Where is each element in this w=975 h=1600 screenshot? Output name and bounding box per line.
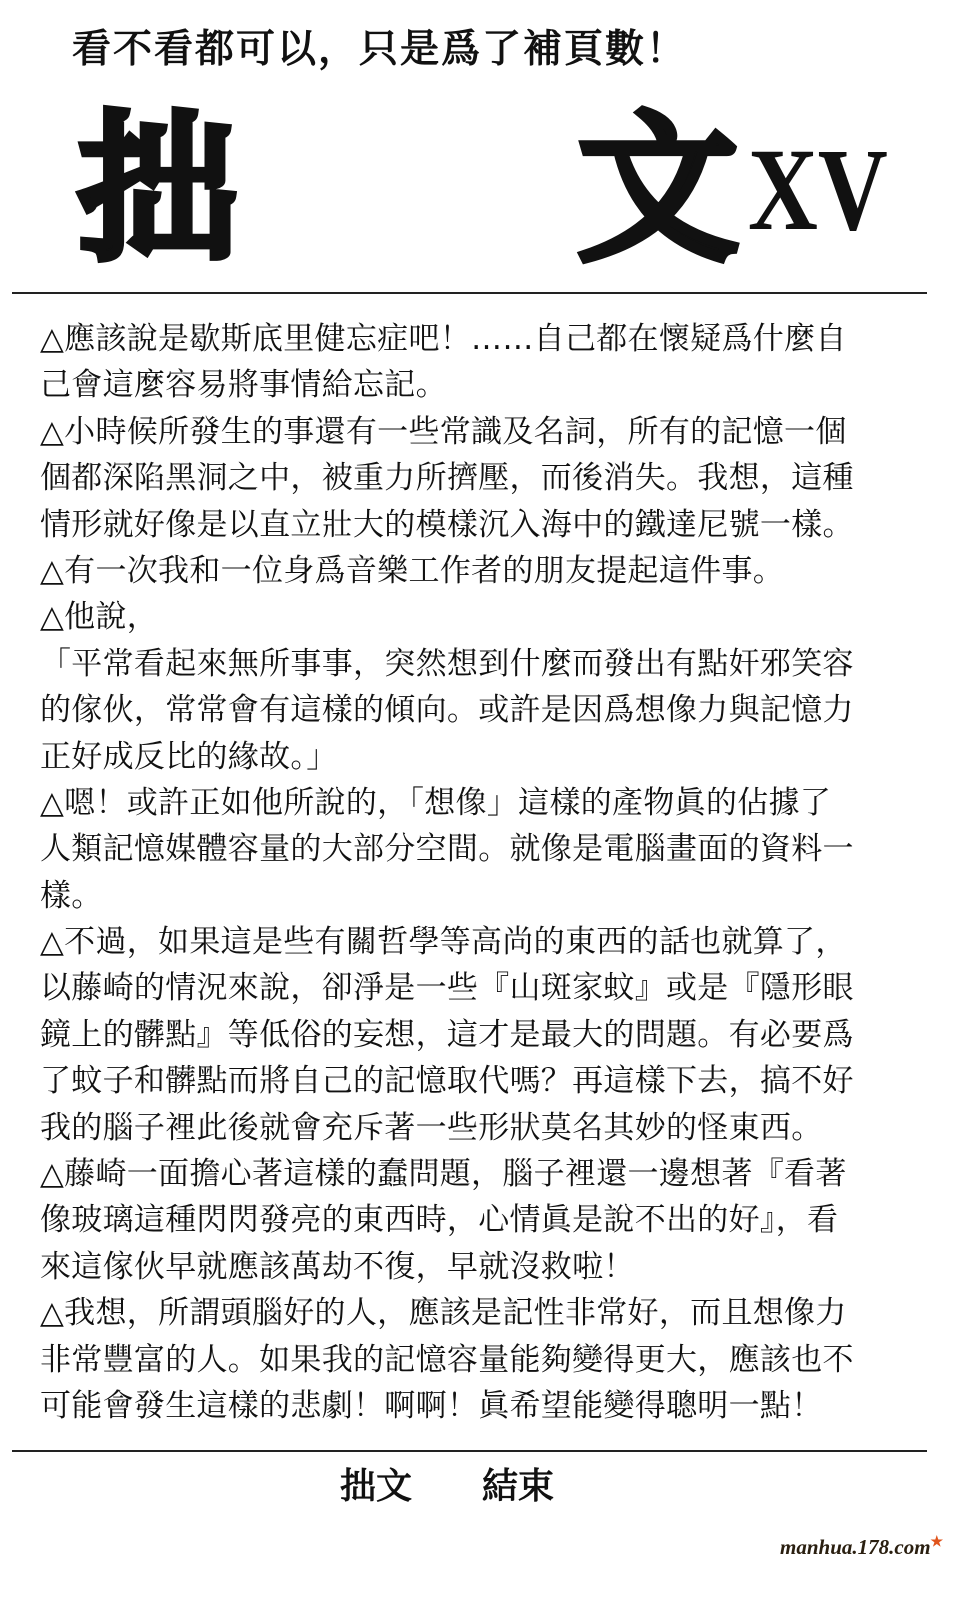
body-line: 人類記憶媒體容量的大部分空間。就像是電腦畫面的資料一 bbox=[40, 831, 854, 868]
body-line: 「平常看起來無所事事，突然想到什麼而發出有點奸邪笑容 bbox=[40, 645, 854, 682]
footer bbox=[340, 1462, 660, 1512]
watermark bbox=[780, 1532, 960, 1566]
body-line: △應該說是歇斯底里健忘症吧！……自己都在懷疑爲什麼自 bbox=[40, 321, 847, 357]
body-line: 情形就好像是以直立壯大的模樣沉入海中的鐵達尼號一樣。 bbox=[40, 506, 854, 543]
subtitle: 看不看都可以，只是爲了補頁數！ bbox=[72, 27, 688, 72]
body-line: 以藤崎的情況來說，卻淨是一些『山斑家蚊』或是『隱形眼 bbox=[40, 970, 854, 1007]
footer-left: 拙文 bbox=[340, 1466, 413, 1507]
body-line: 鏡上的髒點』等低俗的妄想，這才是最大的問題。有必要爲 bbox=[40, 1016, 854, 1053]
body-line: △藤崎一面擔心著這樣的蠢問題，腦子裡還一邊想著『看著 bbox=[40, 1156, 847, 1193]
body-line: △他說， bbox=[40, 599, 159, 636]
essay-body bbox=[40, 316, 920, 1429]
body-line: 的傢伙，常常會有這樣的傾向。或許是因爲想像力與記憶力 bbox=[40, 692, 854, 729]
body-line: 樣。 bbox=[40, 877, 103, 914]
body-line: 正好成反比的緣故。」 bbox=[40, 738, 338, 775]
body-line: △有一次我和一位身爲音樂工作者的朋友提起這件事。 bbox=[40, 552, 785, 589]
body-line: △我想，所謂頭腦好的人，應該是記性非常好，而且想像力 bbox=[40, 1295, 847, 1332]
body-line: 個都深陷黑洞之中，被重力所擠壓，而後消失。我想，這種 bbox=[40, 460, 854, 497]
title-left-char: 拙 bbox=[78, 96, 239, 283]
bottom-divider bbox=[12, 1450, 927, 1452]
title-right-char: 文 bbox=[578, 96, 739, 283]
title-numeral: XV bbox=[748, 124, 888, 255]
body-line: 可能會發生這樣的悲劇！啊啊！眞希望能變得聰明一點！ bbox=[40, 1387, 823, 1424]
body-line: △不過，如果這是些有關哲學等高尚的東西的話也就算了， bbox=[40, 924, 847, 961]
body-line: 己會這麼容易將事情給忘記。 bbox=[40, 367, 447, 404]
star-icon: ★ bbox=[930, 1535, 944, 1550]
body-line: △小時候所發生的事還有一些常識及名詞，所有的記憶一個 bbox=[40, 413, 847, 450]
watermark-text: manhua.178.com bbox=[780, 1535, 931, 1559]
body-line: 我的腦子裡此後就會充斥著一些形狀莫名其妙的怪東西。 bbox=[40, 1109, 823, 1146]
body-line: 了蚊子和髒點而將自己的記憶取代嗎？再這樣下去，搞不好 bbox=[40, 1063, 854, 1100]
body-line: 非常豐富的人。如果我的記憶容量能夠變得更大，應該也不 bbox=[40, 1341, 854, 1378]
footer-right: 結束 bbox=[482, 1466, 555, 1507]
top-divider bbox=[12, 292, 927, 294]
body-line: 像玻璃這種閃閃發亮的東西時，心情眞是說不出的好』，看 bbox=[40, 1202, 839, 1239]
body-line: △嗯！或許正如他所說的，「想像」這樣的產物眞的佔據了 bbox=[40, 784, 832, 821]
body-line: 來這傢伙早就應該萬劫不復，早就沒救啦！ bbox=[40, 1248, 635, 1285]
